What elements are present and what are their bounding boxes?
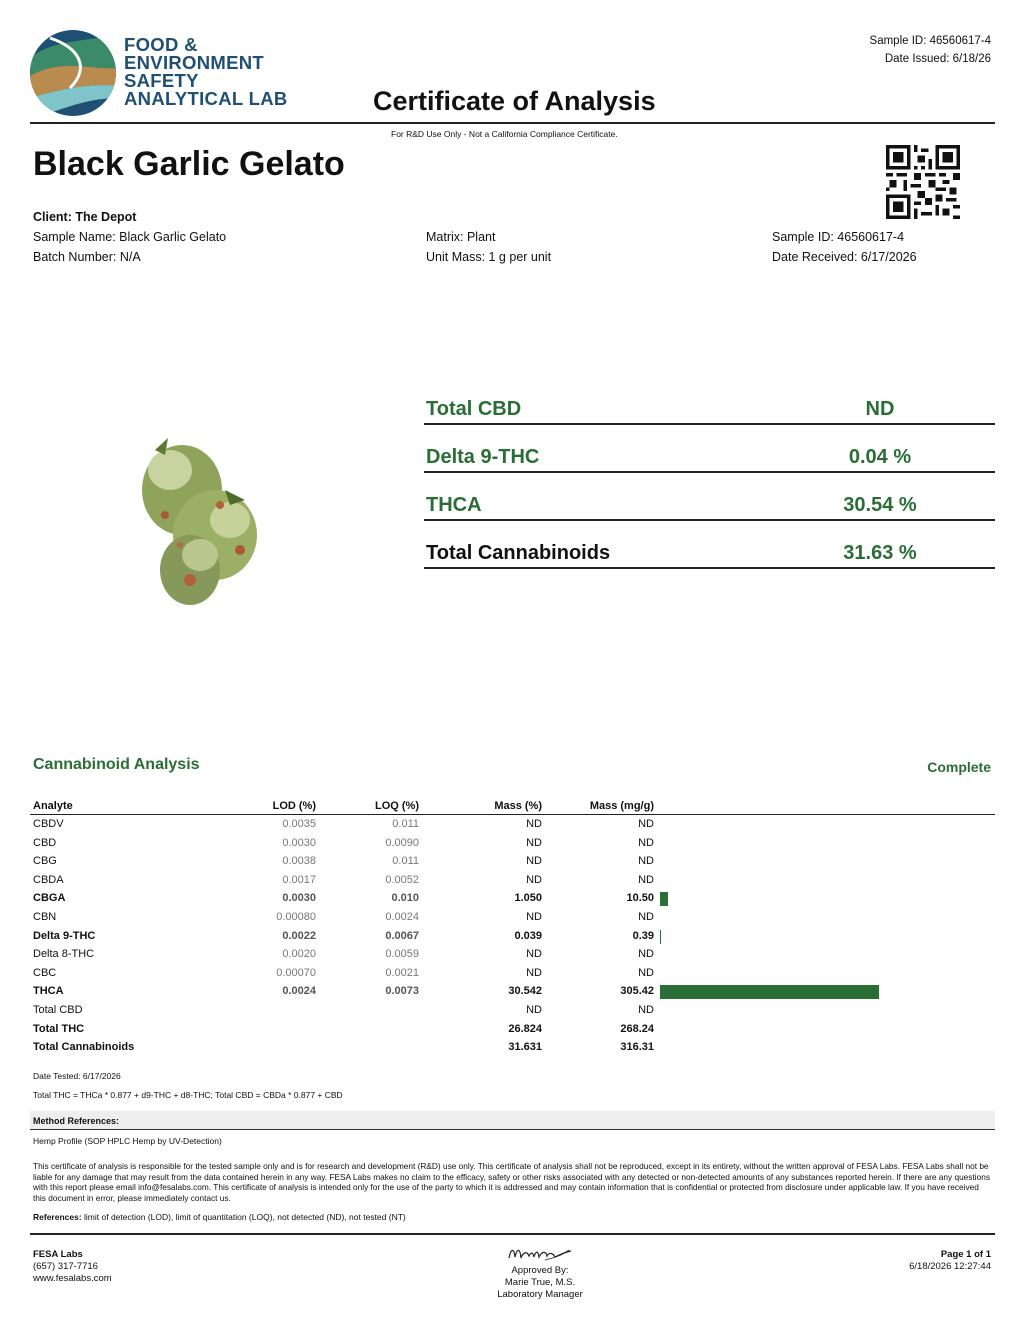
analyte-cell: CBGA	[33, 892, 66, 905]
references-text: limit of detection (LOD), limit of quantitation (LOQ), not detected (ND), not tested (NT)	[81, 1212, 406, 1222]
table-row	[30, 964, 995, 983]
mass-pct-cell: ND	[526, 855, 542, 868]
mass-mg-cell: 268.24	[620, 1022, 654, 1035]
certificate-title: Certificate of Analysis	[373, 86, 656, 116]
table-row	[30, 852, 995, 871]
summary-value: 30.54 %	[843, 494, 917, 516]
lod-cell: 0.0038	[282, 855, 316, 868]
mass-mg-cell: ND	[638, 818, 654, 830]
summary-row	[424, 427, 995, 473]
loq-cell: 0.011	[392, 818, 419, 830]
header-mass-mg: Mass (mg/g)	[589, 800, 654, 812]
mass-mg-cell: 0.39	[632, 929, 654, 942]
lab-name-line: ENVIRONMENT	[124, 52, 264, 73]
lod-cell: 0.0035	[282, 818, 316, 830]
mass-mg-cell: ND	[638, 855, 654, 868]
mass-mg-cell: ND	[638, 873, 654, 886]
mass-mg-cell: 316.31	[620, 1041, 654, 1054]
unit-mass: Unit Mass: 1 g per unit	[426, 250, 552, 264]
method-header-bar	[30, 1111, 995, 1130]
mass-mg-cell: ND	[638, 910, 654, 923]
client-info	[33, 207, 226, 267]
table-body	[30, 815, 995, 1057]
analyte-cell: CBDA	[33, 873, 64, 886]
batch-number: Batch Number: N/A	[33, 250, 141, 264]
lod-cell: 0.0017	[282, 873, 316, 886]
signature-image	[505, 1240, 575, 1264]
mass-mg-cell: ND	[638, 948, 654, 961]
mass-pct-cell: 0.039	[514, 929, 542, 942]
mass-pct-cell: ND	[526, 836, 542, 849]
sample-id: Sample ID: 46560617-4	[772, 230, 905, 244]
table-row	[30, 945, 995, 964]
lod-cell: 0.0020	[282, 948, 316, 961]
summary-row	[424, 523, 995, 569]
analyte-cell: CBN	[33, 910, 57, 923]
lod-cell: 0.0030	[282, 892, 316, 905]
mass-pct-cell: ND	[526, 873, 542, 886]
header-analyte: Analyte	[33, 800, 73, 812]
footer-company	[33, 1249, 112, 1285]
analyte-cell: THCA	[33, 985, 64, 998]
approved-by-label: Approved By:	[511, 1265, 569, 1276]
analysis-status: Complete	[927, 759, 991, 775]
disclaimer: This certificate of analysis is responsible for the tested sample only and is for research and development (R&D) use only. This certificate of analysis shall not be reproduced, except in its entirety, without the written approval of FESA Labs. FESA Labs shall not be liable for any damage that may result from the data contained herein in any way. FESA Labs makes no claim to the efficacy, safety or other risks associated with any detected or non-detected amounts of any substances reported herein. If there are any questions with this report please email info@fesalabs.com. This certificate of analysis is intended only for the use of the party to which it is addressed and may contain information that is confidential or protected from disclosure under applicable law. If you have received this document in error, please immediately contact us.	[33, 1161, 990, 1203]
approver-title: Laboratory Manager	[497, 1289, 583, 1300]
header-loq: LOQ (%)	[375, 800, 419, 812]
mass-bar	[660, 985, 879, 999]
summary-label: Total Cannabinoids	[426, 542, 611, 564]
loq-cell: 0.0052	[385, 873, 419, 886]
header-lod: LOD (%)	[272, 800, 316, 812]
header-date-issued: Date Issued: 6/18/26	[884, 53, 991, 65]
footer-timestamp: 6/18/2026 12:27:44	[909, 1261, 991, 1272]
loq-cell: 0.0059	[385, 948, 419, 961]
company-website[interactable]: www.fesalabs.com	[33, 1273, 112, 1284]
table-row	[30, 834, 995, 853]
method-text: Hemp Profile (SOP HPLC Hemp by UV-Detection)	[33, 1136, 222, 1146]
sample-name: Sample Name: Black Garlic Gelato	[33, 230, 227, 244]
summary-label: Delta 9-THC	[426, 446, 540, 468]
analyte-cell: Total Cannabinoids	[33, 1041, 135, 1054]
analysis-title: Cannabinoid Analysis	[33, 756, 200, 773]
table-header	[30, 797, 995, 815]
mass-pct-cell: ND	[526, 1003, 542, 1016]
mass-mg-cell: ND	[638, 1003, 654, 1016]
loq-cell: 0.0090	[385, 836, 419, 849]
sample-info	[772, 227, 917, 267]
rnd-note: For R&D Use Only - Not a California Compliance Certificate.	[391, 129, 618, 139]
lod-cell: 0.00070	[276, 966, 316, 979]
lab-name-line: SAFETY	[124, 70, 199, 91]
analyte-cell: Delta 8-THC	[33, 948, 95, 961]
summary-value: 31.63 %	[843, 542, 917, 564]
references-label: References:	[33, 1212, 82, 1222]
footer-page-info	[909, 1249, 991, 1273]
date-received: Date Received: 6/17/2026	[772, 250, 917, 264]
analyte-cell: CBDV	[33, 818, 64, 830]
summary-row	[424, 475, 995, 521]
summary-label: THCA	[426, 494, 482, 516]
summary-label: Total CBD	[426, 398, 522, 420]
loq-cell: 0.011	[392, 855, 419, 868]
mass-pct-cell: ND	[526, 818, 542, 830]
header-divider	[30, 122, 995, 124]
mass-bar	[660, 892, 668, 906]
loq-cell: 0.0073	[385, 985, 419, 998]
mass-pct-cell: ND	[526, 948, 542, 961]
table-row	[30, 1001, 995, 1020]
table-row	[30, 982, 995, 1001]
analyte-cell: Total THC	[33, 1022, 85, 1035]
table-row	[30, 871, 995, 890]
mass-pct-cell: 31.631	[508, 1041, 542, 1054]
qr-code[interactable]	[886, 145, 960, 219]
lab-name-line: FOOD &	[124, 34, 198, 55]
mass-mg-cell: ND	[638, 966, 654, 979]
mass-bar	[660, 930, 661, 944]
method-title: Method References:	[33, 1116, 120, 1126]
summary-value: 0.04 %	[848, 446, 912, 468]
matrix: Matrix: Plant	[426, 230, 496, 244]
company-phone: (657) 317-7716	[33, 1261, 98, 1272]
header-sample-id: Sample ID: 46560617-4	[869, 35, 991, 47]
references	[33, 1212, 406, 1222]
matrix-info	[426, 227, 551, 267]
table-row	[30, 908, 995, 927]
client-name: Client: The Depot	[33, 210, 137, 224]
analyte-cell: Total CBD	[33, 1003, 83, 1016]
product-title: Black Garlic Gelato	[33, 145, 345, 183]
analyte-cell: CBD	[33, 836, 57, 849]
approver-name: Marie True, M.S.	[504, 1277, 576, 1288]
mass-mg-cell: 305.42	[620, 985, 654, 998]
loq-cell: 0.010	[391, 892, 419, 905]
header-mass-pct: Mass (%)	[494, 800, 542, 812]
product-image	[120, 430, 270, 615]
lod-cell: 0.0024	[282, 985, 316, 998]
table-row	[30, 1020, 995, 1039]
table-row	[30, 927, 995, 946]
footer-divider	[30, 1233, 995, 1235]
mass-pct-cell: ND	[526, 910, 542, 923]
lod-cell: 0.00080	[276, 910, 316, 923]
analyte-cell: CBG	[33, 855, 57, 868]
lod-cell: 0.0030	[282, 836, 316, 849]
lab-name-line: ANALYTICAL LAB	[124, 88, 288, 109]
mass-mg-cell: ND	[638, 836, 654, 849]
lab-name	[124, 36, 288, 108]
mass-mg-cell: 10.50	[626, 892, 654, 905]
approval-block	[440, 1265, 640, 1301]
mass-pct-cell: 26.824	[508, 1022, 542, 1035]
summary-value: ND	[865, 398, 895, 420]
lod-cell: 0.0022	[282, 929, 316, 942]
summary-row	[424, 379, 995, 425]
loq-cell: 0.0024	[385, 910, 419, 923]
company-name: FESA Labs	[33, 1249, 83, 1260]
mass-pct-cell: ND	[526, 966, 542, 979]
mass-pct-cell: 30.542	[508, 985, 542, 998]
table-row	[30, 815, 995, 834]
mass-pct-cell: 1.050	[514, 892, 542, 905]
header-meta	[870, 32, 991, 68]
cannabinoid-table	[30, 797, 995, 1057]
loq-cell: 0.0021	[385, 966, 419, 979]
date-tested: Date Tested: 6/17/2026	[33, 1071, 121, 1081]
formula-note: Total THC = THCa * 0.877 + d9-THC + d8-THC; Total CBD = CBDa * 0.877 + CBD	[33, 1090, 343, 1100]
page-number: Page 1 of 1	[940, 1249, 991, 1260]
analyte-cell: Delta 9-THC	[33, 929, 96, 942]
table-row	[30, 1038, 995, 1057]
table-row	[30, 889, 995, 908]
loq-cell: 0.0067	[385, 929, 419, 942]
analyte-cell: CBC	[33, 966, 57, 979]
